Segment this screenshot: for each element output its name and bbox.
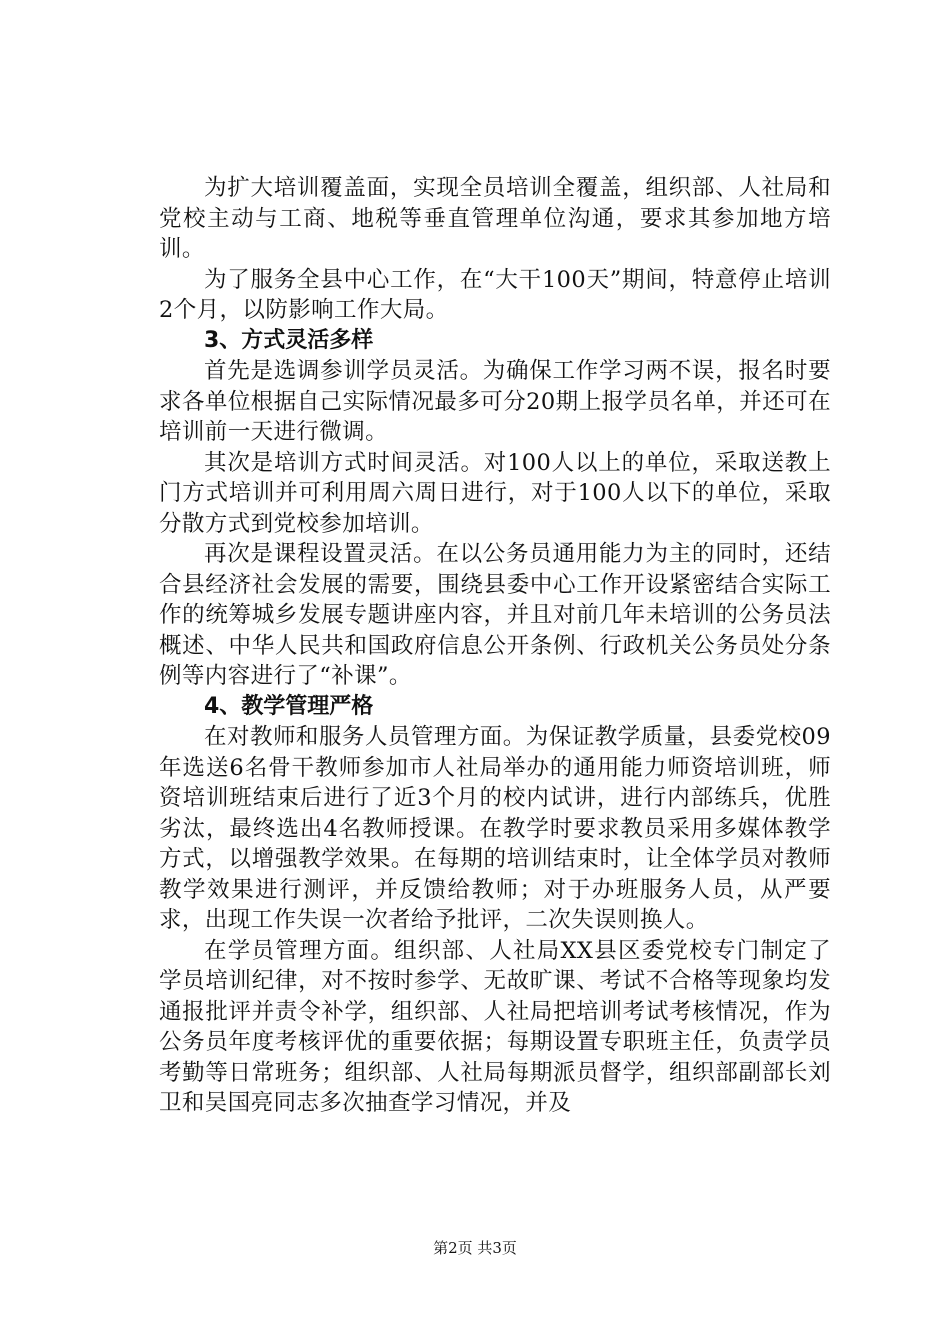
paragraph-student-management: 在学员管理方面。组织部、人社局XX县区委党校专门制定了学员培训纪律，对不按时参学、无故旷课、考试不合格等现象均发通报批评并责令补学，组织部、人社局把培训考试考核情况，作为公务员年度考核评优的重要依据；每期设置专职班主任，负责学员考勤等日常班务；组织部、人社局每期派员督学，组织部副部长刘卫和吴国亮同志多次抽查学习情况，并及 (159, 937, 831, 1116)
document-body (159, 173, 831, 1119)
page-footer: 第2页 共3页 (433, 1239, 517, 1257)
section-heading-strict-management: 4、教学管理严格 (204, 693, 374, 719)
paragraph-schedule-flexible: 其次是培训方式时间灵活。对100人以上的单位，采取送教上门方式培训并可利用周六周日进行，对于100人以下的单位，采取分散方式到党校参加培训。 (159, 449, 831, 537)
paragraph-coverage: 为扩大培训覆盖面，实现全员培训全覆盖，组织部、人社局和党校主动与工商、地税等垂直管理单位沟通，要求其参加地方培训。 (159, 175, 831, 262)
section-heading-flexible-methods: 3、方式灵活多样 (204, 327, 374, 353)
paragraph-teacher-management: 在对教师和服务人员管理方面。为保证教学质量，县委党校09年选送6名骨干教师参加市人社局举办的通用能力师资培训班，师资培训班结束后进行了近3个月的校内试讲，进行内部练兵，优胜劣汰，最终选出4名教师授课。在教学时要求教员采用多媒体教学方式，以增强教学效果。在每期的培训结束时，让全体学员对教师教学效果进行测评，并反馈给教师；对于办班服务人员，从严要求，出现工作失误一次者给予批评，二次失误则换人。 (159, 724, 831, 933)
paragraph-curriculum-flexible: 再次是课程设置灵活。在以公务员通用能力为主的同时，还结合县经济社会发展的需要，围绕县委中心工作开设紧密结合实际工作的统筹城乡发展专题讲座内容，并且对前几年未培训的公务员法概述、中华人民共和国政府信息公开条例、行政机关公务员处分条例等内容进行了“补课”。 (159, 541, 831, 689)
paragraph-selection-flexible: 首先是选调参训学员灵活。为确保工作学习两不误，报名时要求各单位根据自己实际情况最多可分20期上报学员名单，并还可在培训前一天进行微调。 (159, 358, 831, 445)
paragraph-suspension: 为了服务全县中心工作，在“大干100天”期间，特意停止培训2个月，以防影响工作大局。 (159, 266, 831, 323)
